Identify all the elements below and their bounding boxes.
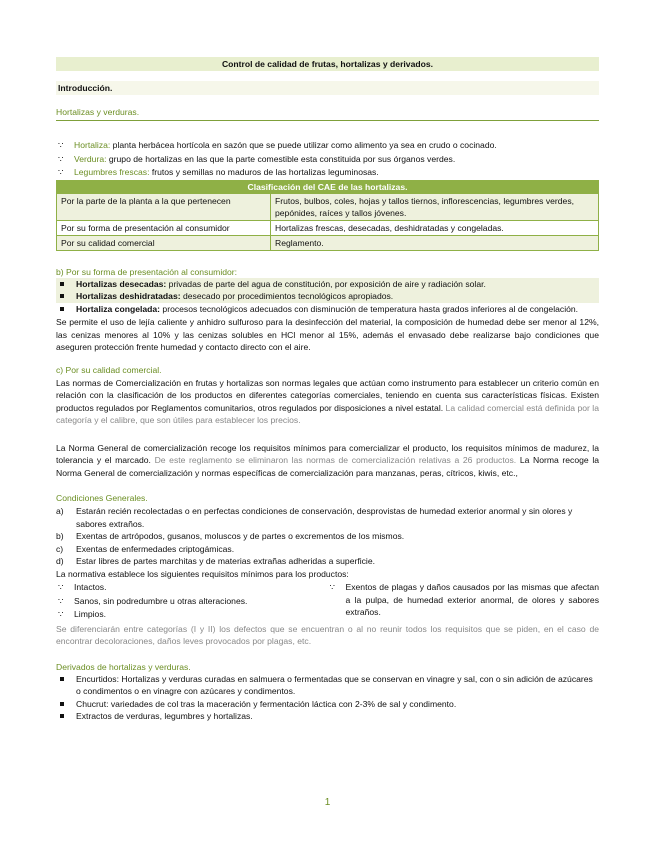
list-item: d) Estar libres de partes marchitas y de materias extrañas adheridas a superficie. — [56, 556, 376, 566]
list-item: ∵ Sanos, sin podredumbre u otras alteraciones. — [58, 595, 248, 606]
definition-item: ∵ Verdura: grupo de hortalizas en las que la parte comestible esta constituida por sus órganos verdes. — [58, 153, 456, 164]
intro-heading: Introducción. — [56, 81, 599, 95]
normativa-text: La normativa establece los siguientes requisitos mínimos para los productos: — [56, 568, 349, 579]
list-item: Hortalizas desecadas: privadas de parte del agua de constitución, por exposición de aire y radiación solar. — [56, 278, 599, 291]
list-item: Encurtidos: Hortalizas y verduras curadas en salmuera o fermentadas que se conservan en vinagre y sal, con o sin adición de azúcares o condimentos o en vinagre con azúcares y condimentos. — [56, 673, 599, 698]
subsection-c-heading: c) Por su calidad comercial. — [56, 364, 162, 375]
table-row: Por su forma de presentación al consumidor Hortalizas frescas, desecadas, deshidratadas y congeladas. — [57, 220, 599, 235]
condiciones-list — [56, 505, 599, 568]
document-title: Control de calidad de frutas, hortalizas y derivados. — [56, 57, 599, 71]
derivados-list — [56, 673, 599, 723]
page-number: 1 — [324, 797, 331, 808]
list-item: a) Estarán recién recolectadas o en perfectas condiciones de conservación, desprovistas de humedad exterior anormal y sin olores y sabores extraños. — [56, 506, 573, 529]
classification-table — [56, 180, 599, 251]
table-row: Por su calidad comercial Reglamento. — [57, 235, 599, 250]
definitions-list — [56, 139, 599, 180]
list-item: Extractos de verduras, legumbres y hortalizas. — [56, 710, 599, 723]
document-page — [56, 57, 599, 723]
list-item: Chucrut: variedades de col tras la maceración y fermentación láctica con 2-3% de sal y condimento. — [56, 698, 599, 711]
derivados-heading: Derivados de hortalizas y verduras. — [56, 661, 191, 672]
section-heading: Hortalizas y verduras. — [56, 107, 599, 121]
list-item: b) Exentas de artrópodos, gusanos, moluscos y de partes o excrementos de los mismos. — [56, 531, 405, 541]
presentation-list — [56, 278, 599, 316]
definition-item: ∵ Hortaliza: planta herbácea hortícola en sazón que se puede utilizar como alimento ya sea en crudo o cocinado. — [58, 140, 497, 150]
paragraph-norma-general: La Norma General de comercialización recoge los requisitos mínimos para comercializar el producto, los requisitos mínimos de madurez, la tolerancia y el marcado. De este reglamento se eliminaron las normas de comercialización relativas a 26 productos. La Norma recoge la Norma General de comercialización y normas específicas de comercialización para manzanas, peras, cítricos, kiwis, etc., — [56, 442, 600, 478]
table-title: Clasificación del CAE de las hortalizas. — [57, 180, 599, 193]
requisitos-left — [56, 581, 328, 622]
paragraph-normas: Las normas de Comercialización en frutas y hortalizas son normas legales que actúan como instrumento para establecer un criterio común en relación con la clasificación de los productos en diferentes categorías comerciales, teniendo en cuenta sus características físicas. Existen productos regulados por Reglamentos comunitarios, otros regulados por disposiciones a nivel estatal. La calidad comercial está definida por la categoría y el calibre, que son útiles para establecer los precios. — [56, 377, 600, 425]
requisitos-right — [328, 581, 600, 622]
definition-item: ∵ Legumbres frescas: frutos y semillas no maduros de las hortalizas leguminosas. — [58, 167, 379, 177]
subsection-b-heading: b) Por su forma de presentación al consumidor: — [56, 266, 238, 277]
categorias-note: Se diferenciarán entre categorías (I y II) los defectos que se encuentran o al no reunir todos los requisitos que se piden, en el caso de encontrar decoloraciones, daños leves provocados por plagas, etc. — [56, 623, 599, 646]
requisitos-columns — [56, 581, 599, 622]
list-item: ∵ Limpios. — [58, 609, 106, 619]
list-item: c) Exentas de enfermedades criptogámicas. — [56, 543, 235, 554]
list-item: Hortalizas deshidratadas: desecado por procedimientos tecnológicos apropiados. — [56, 290, 599, 303]
table-row: Por la parte de la planta a la que pertenecen Frutos, bulbos, coles, hojas y tallos tiernos, inflorescencias, legumbres verdes, pepónides, raíces y tallos jóvenes. — [57, 193, 599, 220]
list-item: Hortaliza congelada: procesos tecnológicos adecuados con disminución de temperatura hasta grados inferiores al de congelación. — [56, 303, 599, 316]
condiciones-heading: Condiciones Generales. — [56, 493, 148, 503]
paragraph-sulfuroso: Se permite el uso de lejía caliente y anhidro sulfuroso para la desinfección del material, la composición de humedad debe ser menor al 12%, las cenizas menores al 10% y las cenizas solubles en HCl menor al 15%, además el envasado debe realizarse bajo condiciones que aseguren protección frente humedad y contacto directo con el aire. — [56, 317, 599, 352]
list-item: ∵ Intactos. — [58, 582, 107, 592]
list-item: ∵ Exentos de plagas y daños causados por las mismas que afectan a la pulpa, de humedad exterior anormal, de olores y sabores extraños. — [329, 582, 599, 617]
